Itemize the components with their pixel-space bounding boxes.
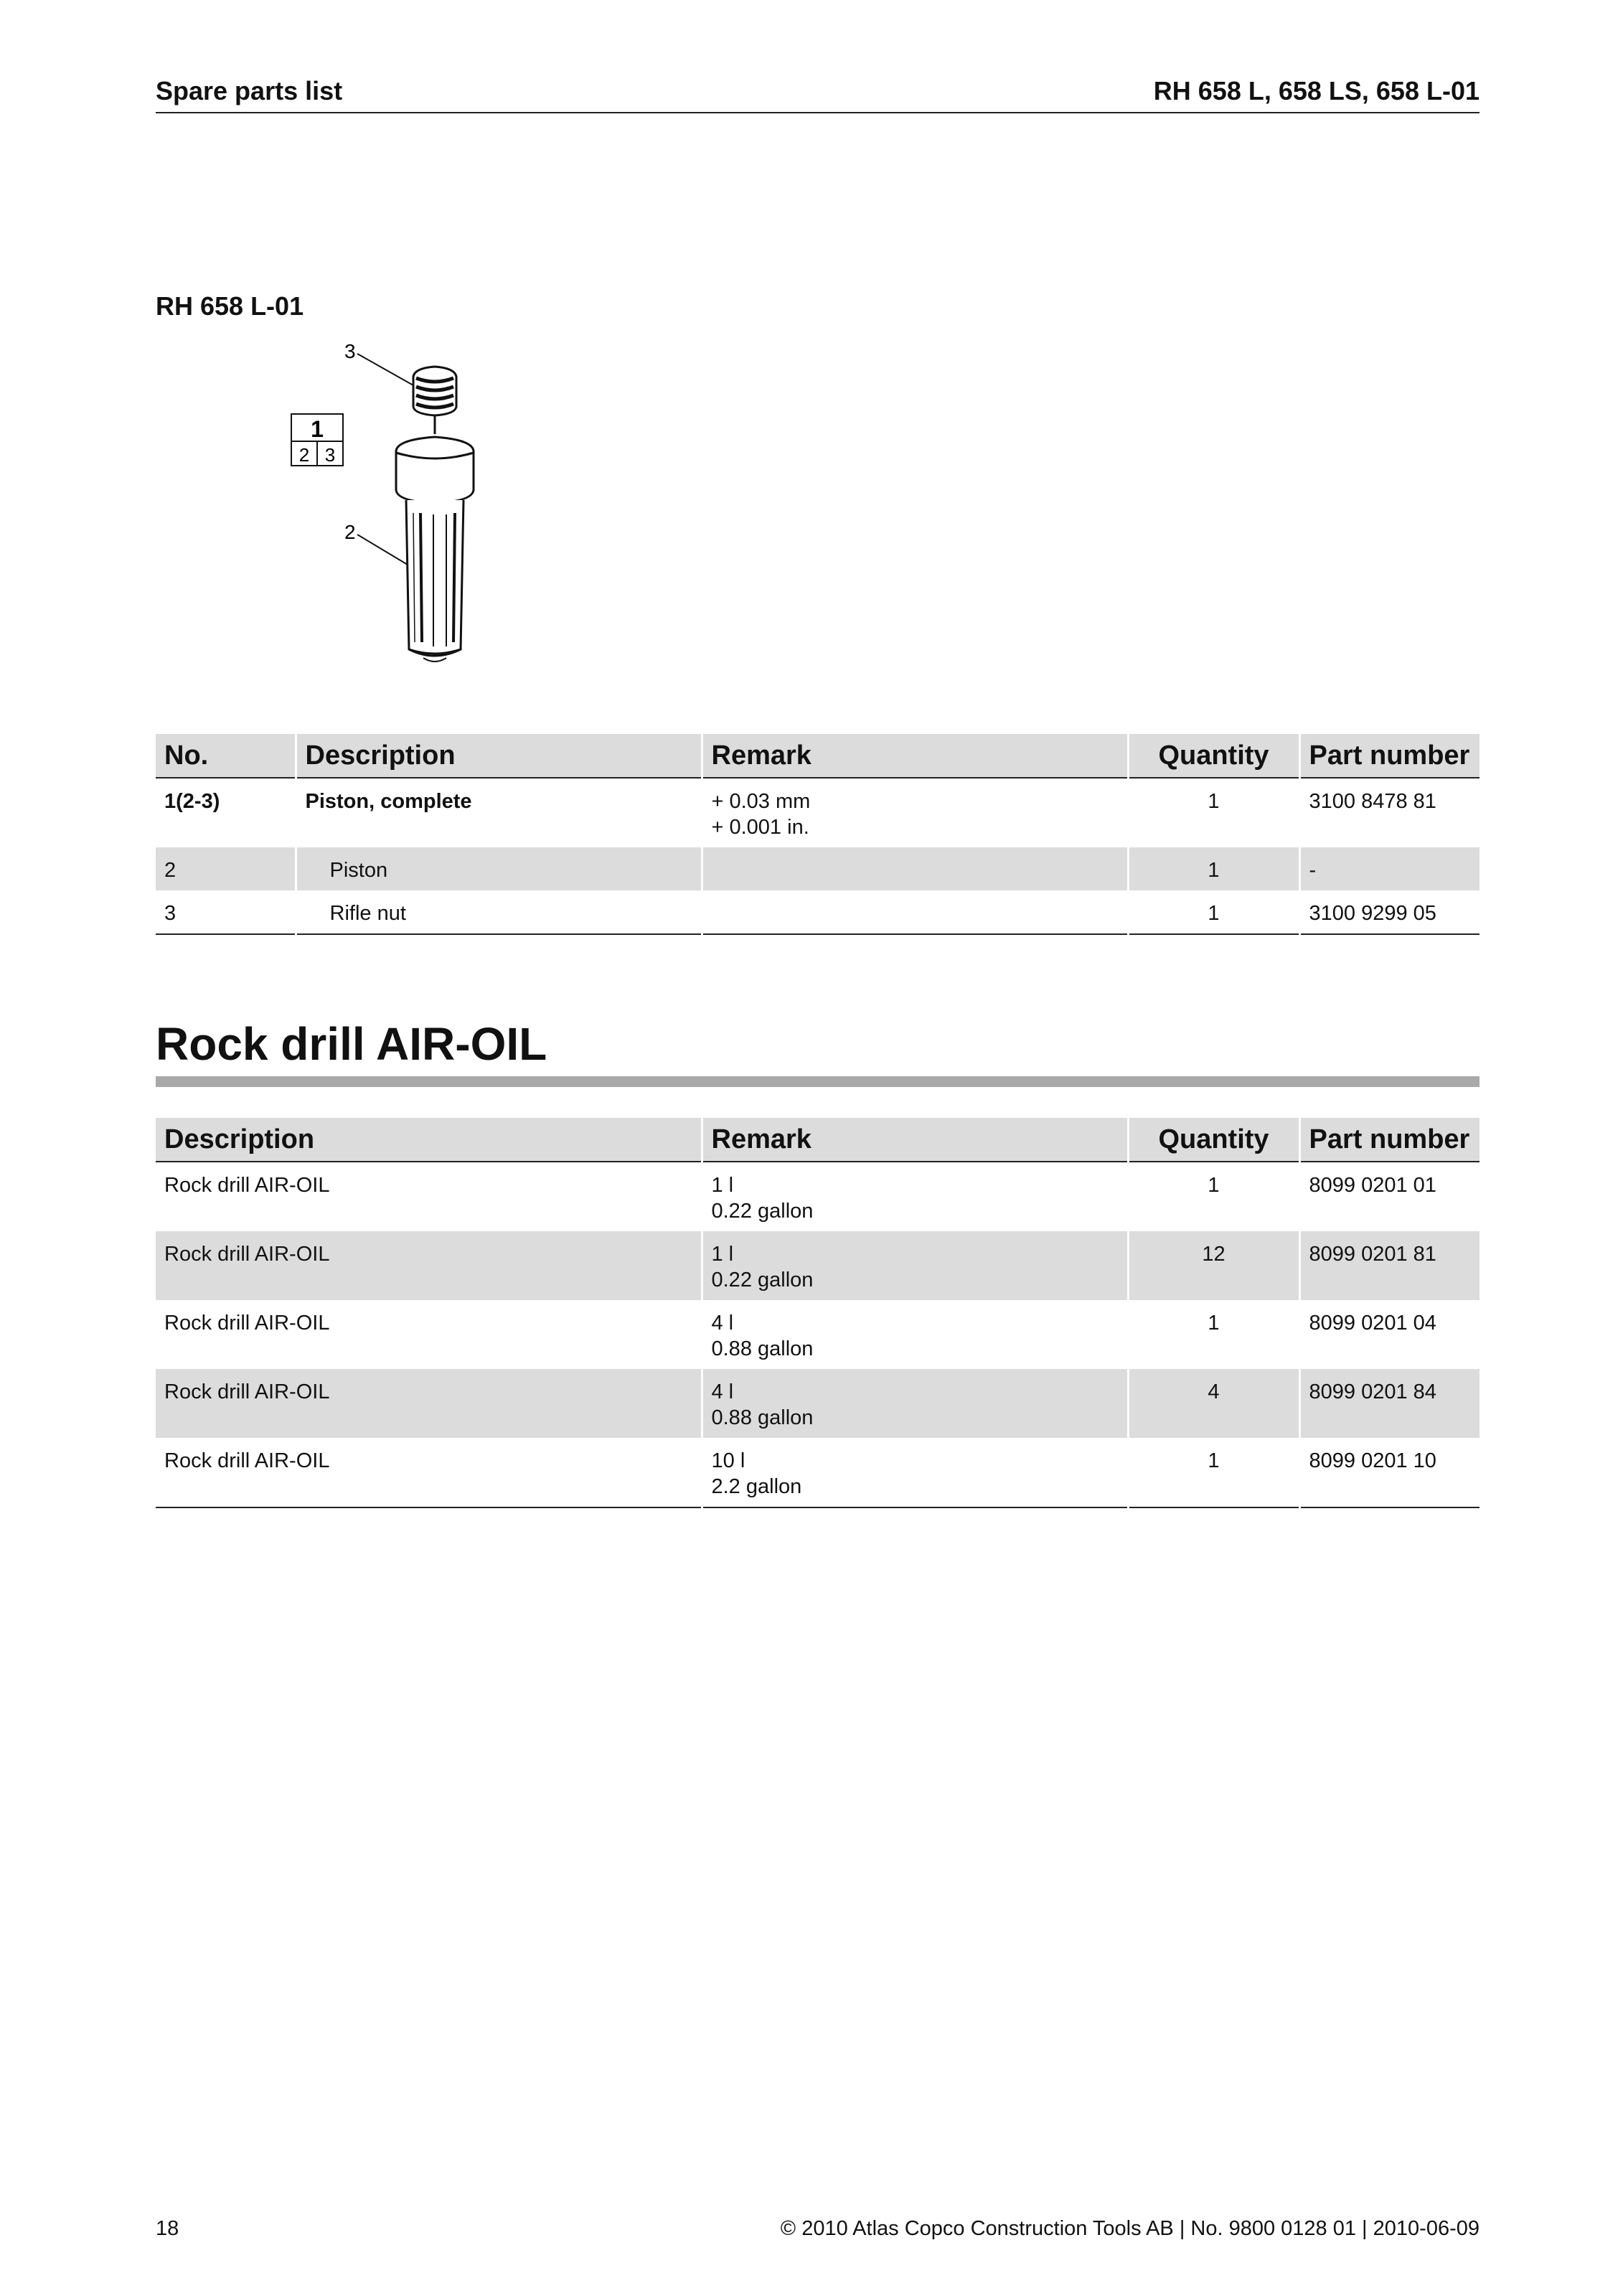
cell-description: Rock drill AIR-OIL [164, 1312, 330, 1335]
table-row [156, 1231, 1479, 1300]
callout-line-3 [357, 354, 413, 385]
table-row [156, 1369, 1479, 1438]
cell-description: Piston [296, 847, 702, 890]
col-description-header: Description [156, 1118, 702, 1162]
cell-quantity: 4 [1128, 1369, 1299, 1438]
cell-description: Rock drill AIR-OIL [156, 1231, 702, 1300]
table-row [156, 1162, 1479, 1231]
cell-part-number: 8099 0201 10 [1299, 1438, 1479, 1507]
remark-line: 1 l [711, 1174, 734, 1197]
cell-description: Rock drill AIR-OIL [156, 1369, 702, 1438]
remark-line: 2.2 gallon [711, 1475, 802, 1498]
header-rule [156, 112, 1479, 113]
table-row [156, 1438, 1479, 1507]
cell-no: 2 [156, 847, 296, 890]
assembly-box [291, 414, 343, 466]
cell-quantity: 1 [1128, 847, 1299, 890]
cell-remark [702, 1438, 1128, 1507]
remark-line: 4 l [711, 1380, 734, 1403]
cell-no: 1(2-3) [164, 790, 220, 813]
cell-no: 3 [156, 890, 296, 934]
piston-drawing [396, 437, 474, 662]
cell-remark [702, 847, 1128, 890]
remark-line: 4 l [711, 1312, 734, 1335]
cell-description: Rock drill AIR-OIL [156, 1438, 702, 1507]
col-part-number-header: Part number [1299, 734, 1479, 778]
remark-line: 10 l [711, 1449, 745, 1472]
callout-label-3: 3 [344, 340, 356, 362]
assembly-sub-2: 2 [298, 444, 310, 466]
oil-table [156, 1118, 1479, 1508]
cell-quantity: 1 [1128, 778, 1299, 847]
cell-quantity: 12 [1128, 1231, 1299, 1300]
cell-part-number: 8099 0201 01 [1299, 1162, 1479, 1231]
table-row [156, 1300, 1479, 1369]
cell-part-number: 3100 8478 81 [1299, 778, 1479, 847]
col-no-header: No. [156, 734, 296, 778]
table-row [156, 847, 1479, 890]
cell-part-number: 3100 9299 05 [1299, 890, 1479, 934]
remark-line: 1 l [711, 1243, 734, 1266]
cell-part-number: 8099 0201 04 [1299, 1300, 1479, 1369]
section-title: Rock drill AIR-OIL [156, 1018, 547, 1070]
assembly-sub-3: 3 [324, 444, 336, 466]
model-subheading: RH 658 L-01 [156, 291, 304, 321]
header-title: Spare parts list [156, 76, 343, 105]
cell-remark [702, 1162, 1128, 1231]
cell-remark [702, 1231, 1128, 1300]
parts-table [156, 734, 1479, 935]
rifle-nut-drawing [413, 367, 456, 434]
remark-line: + 0.001 in. [711, 816, 809, 839]
cell-part-number: 8099 0201 84 [1299, 1369, 1479, 1438]
section-rule [156, 1076, 1479, 1087]
cell-description: Rock drill AIR-OIL [164, 1174, 330, 1197]
remark-line: 0.22 gallon [711, 1269, 814, 1292]
cell-quantity: 1 [1128, 1300, 1299, 1369]
page-number: 18 [156, 2217, 179, 2240]
callout-line-2 [357, 535, 408, 565]
cell-part-number: - [1299, 847, 1479, 890]
piston-diagram [280, 334, 524, 678]
footer-copyright: © 2010 Atlas Copco Construction Tools AB | No. 9800 0128 01 | 2010-06-09 [780, 2217, 1479, 2240]
cell-remark [702, 778, 1128, 847]
cell-remark [702, 1369, 1128, 1438]
callout-label-2: 2 [344, 521, 356, 543]
cell-remark [702, 890, 1128, 934]
col-part-number-header: Part number [1299, 1118, 1479, 1162]
col-remark-header: Remark [702, 1118, 1128, 1162]
cell-quantity: 1 [1128, 1162, 1299, 1231]
table-row [156, 890, 1479, 934]
assembly-number: 1 [311, 416, 324, 442]
table-row [156, 778, 1479, 847]
cell-part-number: 8099 0201 81 [1299, 1231, 1479, 1300]
cell-description: Rifle nut [296, 890, 702, 934]
col-remark-header: Remark [702, 734, 1128, 778]
remark-line: 0.88 gallon [711, 1406, 814, 1429]
cell-quantity: 1 [1128, 890, 1299, 934]
col-description-header: Description [296, 734, 702, 778]
cell-description: Piston, complete [296, 778, 702, 847]
header-model: RH 658 L, 658 LS, 658 L-01 [1153, 76, 1479, 105]
remark-line: 0.22 gallon [711, 1200, 814, 1223]
col-quantity-header: Quantity [1128, 1118, 1299, 1162]
cell-quantity: 1 [1128, 1438, 1299, 1507]
remark-line: + 0.03 mm [711, 790, 811, 813]
col-quantity-header: Quantity [1128, 734, 1299, 778]
remark-line: 0.88 gallon [711, 1337, 814, 1360]
cell-remark [702, 1300, 1128, 1369]
